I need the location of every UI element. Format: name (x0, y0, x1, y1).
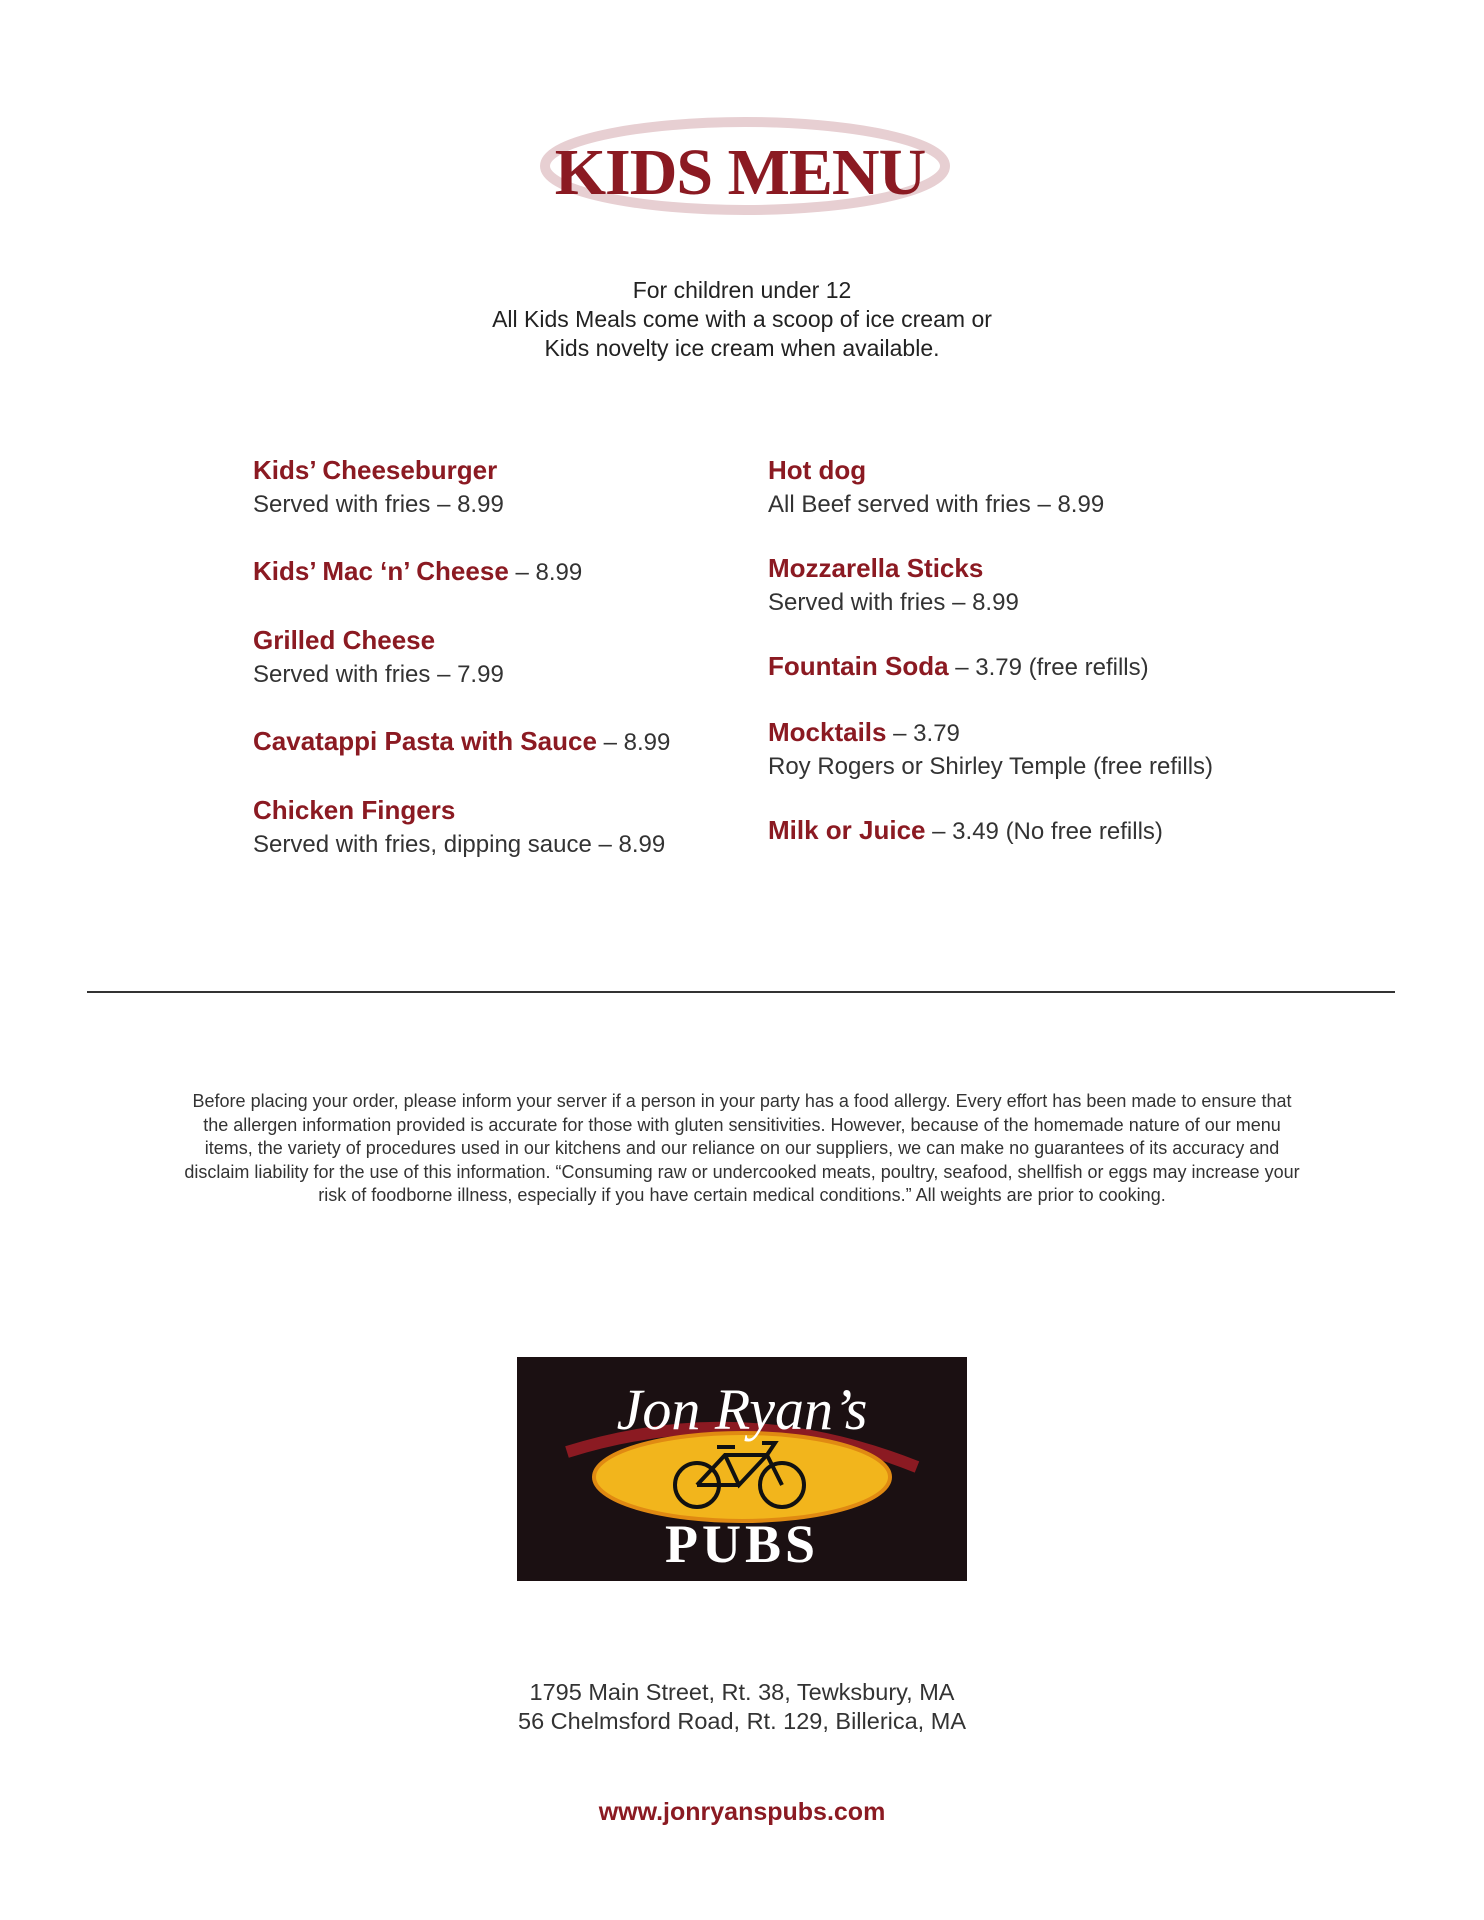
menu-item (768, 815, 1288, 850)
intro-line-3: Kids novelty ice cream when available. (544, 335, 940, 361)
allergy-disclaimer: Before placing your order, please inform your server if a person in your party has a food allergy. Every effort has been made to ensure that the allergen information provided is accurate for those with gluten sensitivities. However, because of the homemade nature of our menu items, the variety of procedures used in our kitchens and our reliance on our suppliers, we can make no guarantees of its accuracy and disclaim liability for the use of this information. “Consuming raw or undercooked meats, poultry, seafood, shellfish or eggs may increase your risk of foodborne illness, especially if you have certain medical conditions.” All weights are prior to cooking. (184, 1091, 1300, 1205)
item-name: Fountain Soda (768, 651, 949, 681)
menu-item (253, 556, 723, 591)
menu-column-right (768, 455, 1288, 850)
menu-item (253, 455, 723, 520)
item-price: – 3.79 (free refills) (948, 654, 1149, 681)
intro-line-1: For children under 12 (632, 277, 852, 303)
item-desc: Served with fries – 8.99 (253, 491, 504, 518)
menu-item (768, 553, 1288, 618)
address-2: 56 Chelmsford Road, Rt. 129, Billerica, MA (518, 1708, 966, 1734)
addresses (0, 1678, 1484, 1736)
item-price: – 8.99 (596, 729, 671, 756)
item-name: Grilled Cheese (253, 625, 436, 655)
section-divider (87, 991, 1395, 993)
menu-item (253, 795, 723, 860)
item-price: – 3.49 (No free refills) (925, 818, 1163, 845)
item-name: Mocktails (768, 717, 887, 747)
item-desc: Served with fries, dipping sauce – 8.99 (253, 831, 666, 858)
menu-item (253, 625, 723, 690)
pub-logo (517, 1357, 967, 1581)
logo-name: Jon Ryan’s (616, 1377, 868, 1442)
title-block (520, 112, 960, 232)
menu-item (768, 455, 1288, 520)
menu-item (253, 726, 723, 761)
logo-pubs: PUBS (664, 1514, 820, 1574)
item-name: Milk or Juice (768, 815, 926, 845)
item-price: – 8.99 (508, 559, 583, 586)
intro-text (0, 276, 1484, 363)
item-name: Mozzarella Sticks (768, 553, 984, 583)
page-title: KIDS MENU (554, 136, 926, 209)
item-name: Hot dog (768, 455, 867, 485)
item-desc: All Beef served with fries – 8.99 (768, 491, 1105, 518)
item-name: Chicken Fingers (253, 795, 456, 825)
menu-item (768, 717, 1288, 782)
address-1: 1795 Main Street, Rt. 38, Tewksbury, MA (529, 1679, 955, 1705)
item-name: Cavatappi Pasta with Sauce (253, 726, 597, 756)
item-desc: Served with fries – 8.99 (768, 589, 1019, 616)
item-desc: Served with fries – 7.99 (253, 661, 504, 688)
intro-line-2: All Kids Meals come with a scoop of ice cream or (492, 306, 992, 332)
item-name: Kids’ Mac ‘n’ Cheese (253, 556, 509, 586)
website-link[interactable]: www.jonryanspubs.com (598, 1798, 886, 1826)
menu-item (768, 651, 1288, 686)
pub-logo-graphic (517, 1357, 967, 1581)
menu-column-left (253, 455, 723, 860)
item-desc: Roy Rogers or Shirley Temple (free refills) (768, 753, 1214, 780)
item-name: Kids’ Cheeseburger (253, 455, 498, 485)
item-price: – 3.79 (886, 720, 960, 747)
